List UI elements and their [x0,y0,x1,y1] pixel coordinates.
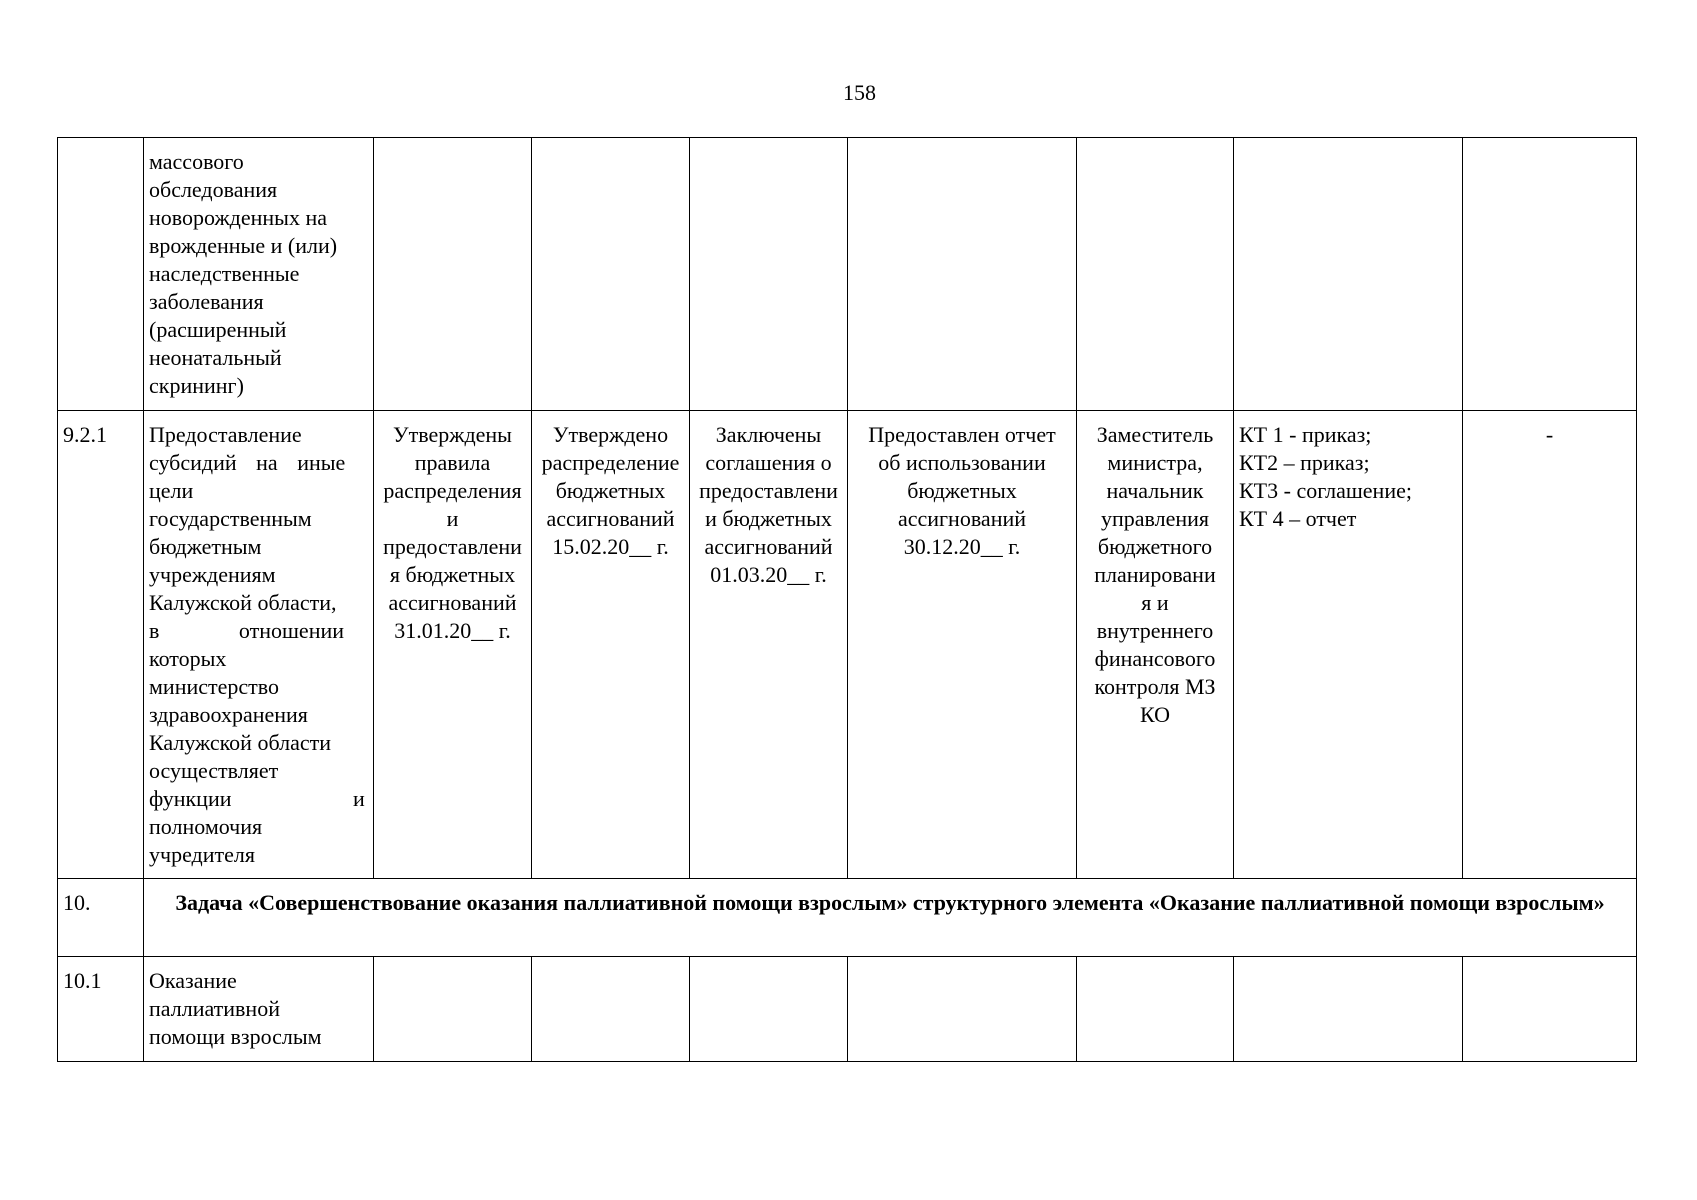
cell-empty [690,138,848,411]
text-line: заболевания [149,289,264,314]
text-line: КТ 4 – отчет [1239,506,1357,531]
cell-empty [532,957,690,1062]
cell-checkpoint-3 [690,411,848,879]
cell-checkpoint-2 [532,411,690,879]
cell-empty [690,957,848,1062]
cell-empty [1234,138,1463,411]
text-line: Предоставлен отчет [868,422,1056,447]
table-row-10-1 [58,957,1637,1062]
text-line: я и [1141,590,1169,615]
cell-empty [1234,957,1463,1062]
cell-empty [1077,138,1234,411]
text-line: правила [414,450,491,475]
cell-empty [374,138,532,411]
cell-last: - [1463,411,1637,879]
text-line: планировани [1094,562,1216,587]
text-line: учреждениям [149,562,276,587]
text-line: бюджетных [555,478,666,503]
text-line: управления [1100,506,1210,531]
table-row-9-2-1 [58,411,1637,879]
text-line: внутреннего [1096,618,1214,643]
text-line: врожденные и (или) [149,233,338,258]
cell-empty [848,957,1077,1062]
text-line: 15.02.20__ г. [552,534,669,559]
text-line: учредителя [149,842,255,867]
text-line: предоставлени [383,534,522,559]
text-line: Калужской области, [149,590,337,615]
text-line: я бюджетных [389,562,516,587]
text-line: государственным [149,506,312,531]
text-line: контроля МЗ [1094,674,1216,699]
cell-empty [1077,957,1234,1062]
text-line: Утверждены [393,422,512,447]
text-line: министерство [149,674,280,699]
text-line: бюджетного [1097,534,1213,559]
text-line: скрининг) [149,373,244,398]
task-title: Задача «Совершенствование оказания паллиативной помощи взрослым» структурного элемента «Оказание паллиативной помощи взрослым» [144,879,1637,957]
text-line: КТ 1 - приказ; [1239,422,1372,447]
text-line: помощи взрослым [149,1024,322,1049]
text-line: предоставлени [699,478,838,503]
text-line: КТ3 - соглашение; [1239,478,1412,503]
cell-checkpoint-1 [374,411,532,879]
text-line: об использовании [878,450,1046,475]
text-line: паллиативной [149,996,280,1021]
text-line: начальник [1106,478,1204,503]
cell-description [144,411,374,879]
table-row-continued [58,138,1637,411]
implementation-plan-table [57,137,1637,1062]
cell-number: 10.1 [58,957,144,1062]
text-line: 30.12.20__ г. [903,534,1021,559]
text-line: финансового [1094,646,1216,671]
cell-description [144,957,374,1062]
text-line: (расширенный [149,317,287,342]
text-line: распределения [383,478,522,503]
cell-number [58,138,144,411]
text-line: здравоохранения [149,702,308,727]
text-line: Заключены [715,422,822,447]
cell-empty [532,138,690,411]
text-line: полномочия [149,814,263,839]
text-line: цели [149,478,194,503]
cell-empty [1463,138,1637,411]
text-line: массового [149,149,244,174]
text-line: ассигнований [704,534,833,559]
text-line: соглашения о [705,450,832,475]
table-row-10 [58,879,1637,957]
text-line: министра, [1107,450,1203,475]
text-line: обследования [149,177,278,202]
cell-responsible [1077,411,1234,879]
text-line: и [446,506,459,531]
cell-empty [848,138,1077,411]
text-line: 01.03.20__ г. [710,562,827,587]
text-line: распределение [541,450,680,475]
text-line: бюджетных [907,478,1017,503]
text-line: наследственные [149,261,300,286]
text-line: КТ2 – приказ; [1239,450,1370,475]
text-line: Заместитель [1096,422,1214,447]
text-line: осуществляет [149,758,279,783]
cell-empty [1463,957,1637,1062]
text-line: Калужской области [149,730,331,755]
text-line: КО [1139,702,1170,727]
cell-description [144,138,374,411]
page-number: 158 [843,80,876,105]
text-line: ассигнований [388,590,517,615]
text-line: в отношении [149,618,345,643]
text-line: субсидий на иные [149,450,346,475]
text-line: новорожденных на [149,205,327,230]
cell-number: 10. [58,879,144,957]
text-line: ассигнований [546,506,675,531]
text-line: Утверждено [552,422,669,447]
text-line: ассигнований [897,506,1027,531]
text-line: функции и [149,786,365,811]
text-line: бюджетным [149,534,262,559]
text-line: 31.01.20__ г. [394,618,511,643]
text-line: неонатальный [149,345,282,370]
text-line: Предоставление [149,422,302,447]
cell-empty [374,957,532,1062]
text-line: и бюджетных [705,506,832,531]
text-line: Оказание [149,968,237,993]
cell-checkpoint-4 [848,411,1077,879]
cell-documents [1234,411,1463,879]
cell-number: 9.2.1 [58,411,144,879]
text-line: которых [149,646,227,671]
